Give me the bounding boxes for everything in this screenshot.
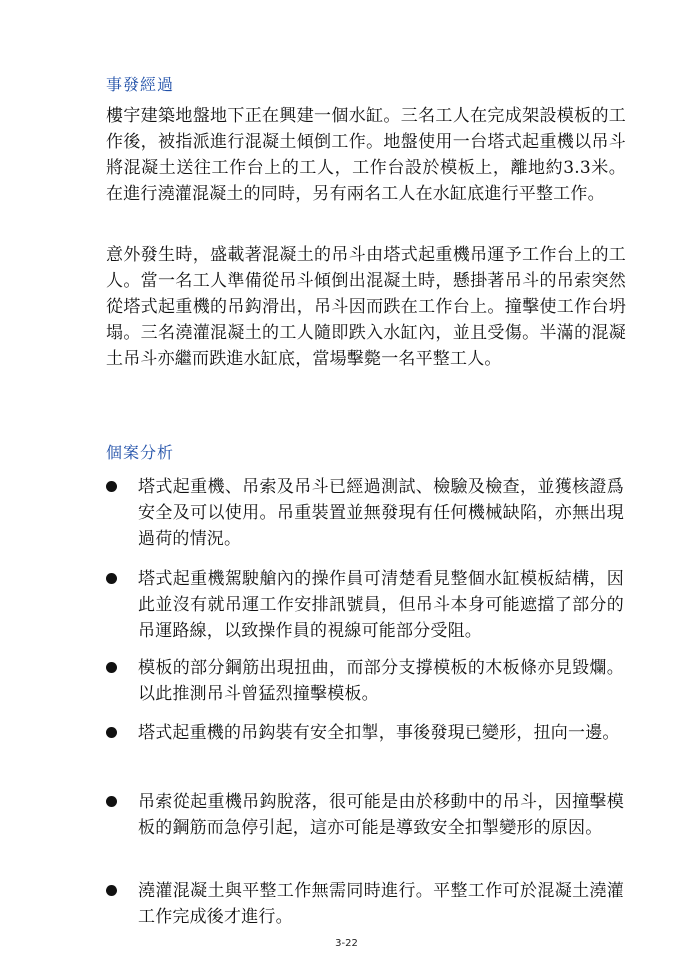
bullet-icon	[106, 573, 117, 584]
page-number: 3-22	[335, 938, 358, 949]
bullet-text: 模板的部分鋼筋出現扭曲，而部分支撐模板的木板條亦見毀爛。以此推測吊斗曾猛烈撞擊模板。	[138, 658, 624, 704]
bullet-icon	[106, 796, 117, 807]
bullet-text: 吊索從起重機吊鈎脫落，很可能是由於移動中的吊斗，因撞擊模板的鋼筋而急停引起，這亦可能是導致安全扣掣變形的原因。	[138, 792, 624, 838]
bullet-text: 塔式起重機、吊索及吊斗已經過測試、檢驗及檢查，並獲核證爲安全及可以使用。吊重裝置並無發現有任何機械缺陷，亦無出現過荷的情況。	[138, 477, 624, 549]
bullet-text: 塔式起重機的吊鈎裝有安全扣掣，事後發現已變形，扭向一邊。	[138, 723, 620, 743]
analysis-heading: 個案分析	[106, 443, 175, 462]
incident-paragraph-2: 意外發生時，盛載著混凝土的吊斗由塔式起重機吊運予工作台上的工人。當一名工人準備從吊斗傾倒出混凝土時，懸掛著吊斗的吊索突然從塔式起重機的吊鈎滑出，吊斗因而跌在工作台上。撞擊使工作台坍塌。三名澆灌混凝土的工人隨即跌入水缸內，並且受傷。半滿的混凝土吊斗亦繼而跌進水缸底，當場擊斃一名平整工人。	[106, 245, 626, 369]
incident-paragraph-1: 樓宇建築地盤地下正在興建一個水缸。三名工人在完成架設模板的工作後，被指派進行混凝土傾倒工作。地盤使用一台塔式起重機以吊斗將混凝土送往工作台上的工人，工作台設於模板上，離地約3.3米。在進行澆灌混凝土的同時，另有兩名工人在水缸底進行平整工作。	[106, 106, 626, 204]
bullet-text: 塔式起重機駕駛艙內的操作員可清楚看見整個水缸模板結構，因此並沒有就吊運工作安排訊號員，但吊斗本身可能遮擋了部分的吊運路線，以致操作員的視線可能部分受阻。	[138, 569, 624, 641]
incident-heading: 事發經過	[106, 75, 175, 94]
bullet-icon	[106, 481, 117, 492]
bullet-icon	[106, 885, 117, 896]
bullet-text: 澆灌混凝土與平整工作無需同時進行。平整工作可於混凝土澆灌工作完成後才進行。	[138, 881, 624, 927]
bullet-icon	[106, 727, 117, 738]
bullet-icon	[106, 662, 117, 673]
